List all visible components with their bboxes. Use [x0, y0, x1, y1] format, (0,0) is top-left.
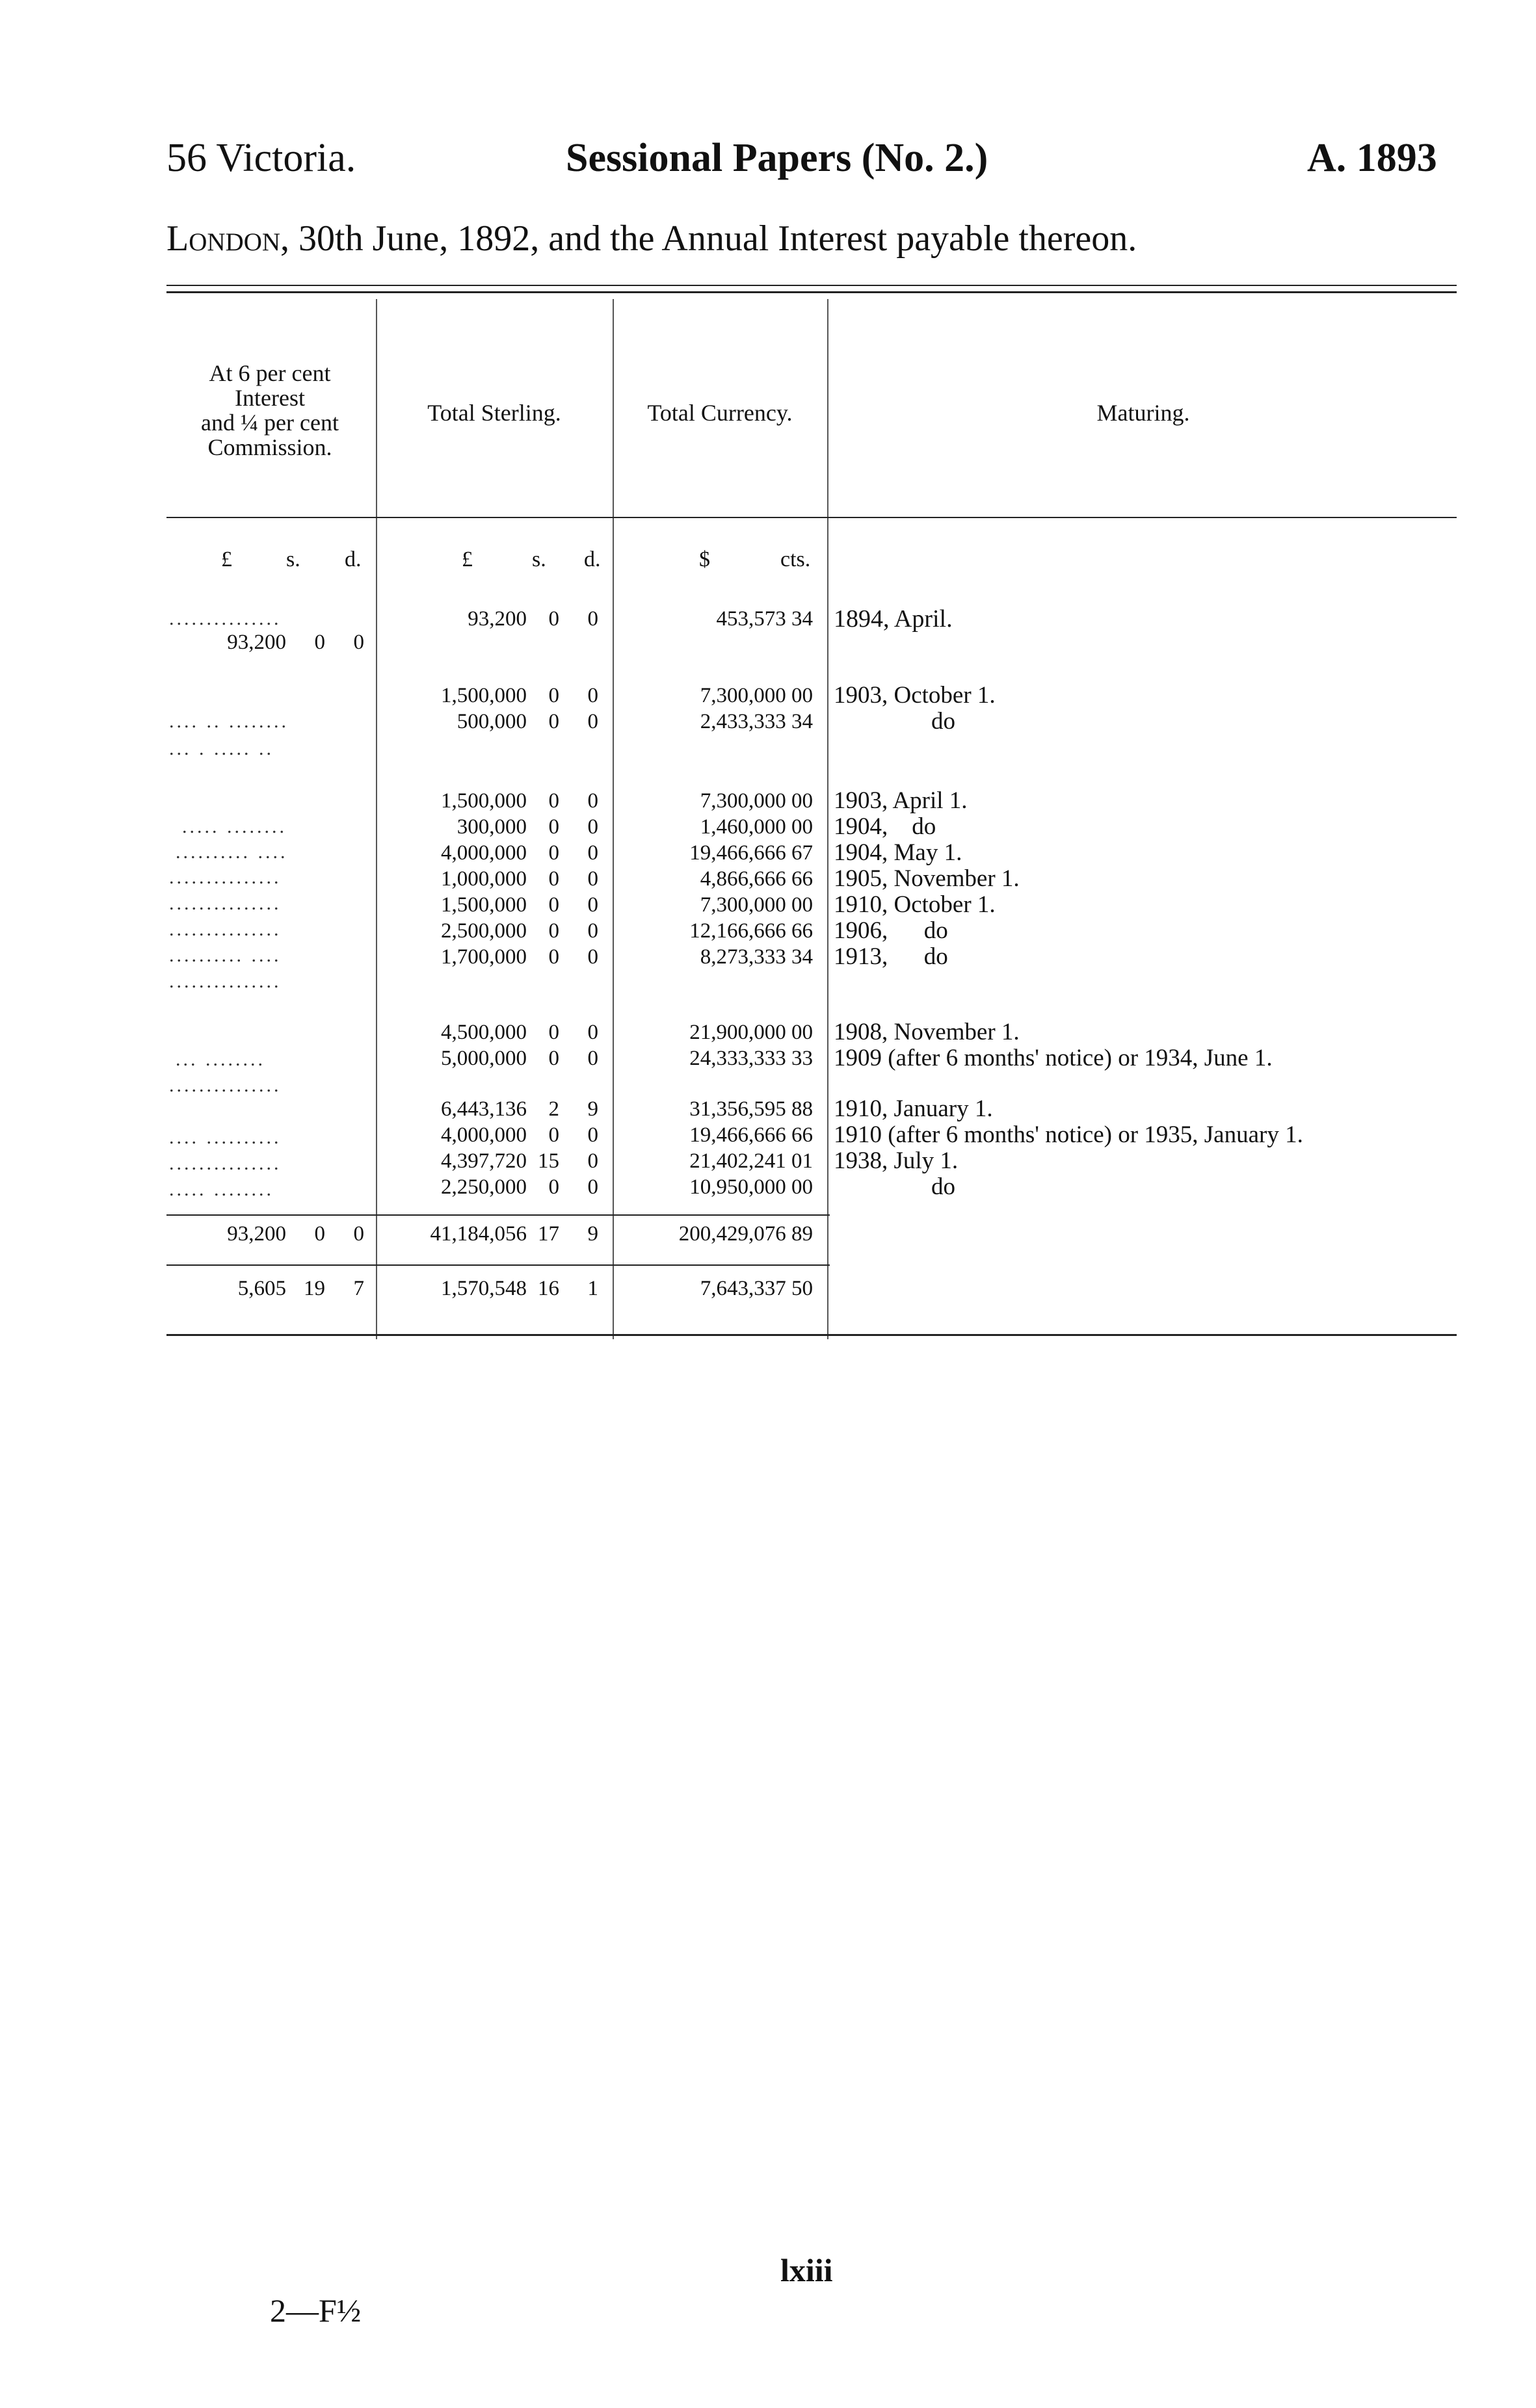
page-number: lxiii [780, 2252, 833, 2288]
column-head-interest [166, 361, 373, 460]
row-maturing: 1904, May 1. [834, 839, 962, 866]
signature-mark: 2—F½ [270, 2292, 362, 2329]
running-header-year: A. 1893 [1307, 136, 1437, 180]
row-sterling-pounds: 4,500,000 [441, 1021, 527, 1044]
row-maturing: 1904, do [834, 813, 936, 840]
row-sterling-shillings: 0 [548, 867, 559, 891]
row-sterling-pence: 9 [587, 1097, 598, 1121]
column-head-maturing: Maturing. [1096, 400, 1190, 426]
row-sterling-shillings: 0 [548, 919, 559, 943]
row-maturing: 1903, October 1. [834, 682, 996, 709]
maturing-date: 1894, April. [834, 605, 953, 633]
subtitle-smallcaps: London [166, 218, 281, 259]
row-currency: 19,466,666 66 [689, 1123, 813, 1147]
row-maturing: 1909 (after 6 months' notice) or 1934, June 1. [834, 1045, 1273, 1071]
row-sterling-pence: 0 [587, 710, 598, 733]
row-sterling-pence: 0 [587, 1123, 598, 1147]
row-sterling-pounds: 4,000,000 [441, 1123, 527, 1147]
row-sterling-pounds: 500,000 [457, 710, 527, 733]
annual-sterling-pounds: 1,570,548 [441, 1277, 527, 1300]
row-sterling-shillings: 0 [548, 789, 559, 813]
total-sterling-pence: 9 [587, 1222, 598, 1246]
row-maturing: do [931, 708, 955, 735]
row-maturing: 1906, do [834, 917, 948, 944]
row-currency: 2,433,333 34 [700, 710, 813, 733]
row-maturing: 1903, April 1. [834, 787, 968, 814]
row-sterling-shillings: 2 [548, 1097, 559, 1121]
column-head-currency: Total Currency. [647, 400, 793, 426]
row-sterling-pence: 0 [587, 893, 598, 917]
row-sterling-shillings: 0 [548, 1123, 559, 1147]
top-rule-1 [166, 285, 1457, 286]
row-sterling-pence: 0 [587, 1175, 598, 1199]
row-maturing: 1905, November 1. [834, 865, 1020, 892]
row-sterling-shillings: 0 [548, 1021, 559, 1044]
row-maturing: do [931, 1173, 955, 1200]
row-currency: 1,460,000 00 [700, 815, 813, 839]
row-sterling-shillings: 0 [548, 1047, 559, 1070]
row-sterling-pounds: 5,000,000 [441, 1047, 527, 1070]
annual-interest-pence: 7 [353, 1277, 364, 1300]
row-maturing: 1913, do [834, 943, 948, 970]
row-sterling-pounds: 2,500,000 [441, 919, 527, 943]
row-maturing: 1910 (after 6 months' notice) or 1935, January 1. [834, 1121, 1303, 1148]
row-sterling-shillings: 0 [548, 684, 559, 707]
row-sterling-shillings: 15 [538, 1149, 559, 1173]
row-sterling-shillings: 0 [548, 815, 559, 839]
row-sterling-shillings: 0 [548, 710, 559, 733]
total-rule-bottom [166, 1264, 830, 1266]
annual-currency: 7,643,337 50 [700, 1277, 813, 1300]
row-currency: 10,950,000 00 [689, 1175, 813, 1199]
total-sterling-pounds: 41,184,056 [430, 1222, 527, 1246]
interest-pounds: 93,200 [227, 631, 286, 654]
interest-head-line-2: Interest [235, 385, 305, 411]
row-sterling-pence: 0 [587, 815, 598, 839]
annual-interest-shillings: 19 [304, 1277, 325, 1300]
row-currency: 24,333,333 33 [689, 1047, 813, 1070]
unit-pound-interest: £ [221, 547, 232, 571]
currency-amount: 453,573 34 [716, 607, 813, 631]
row-sterling-pence: 0 [587, 1149, 598, 1173]
row-sterling-pence: 0 [587, 919, 598, 943]
row-maturing: 1938, July 1. [834, 1147, 959, 1174]
unit-pound-sterling: £ [462, 547, 473, 571]
row-sterling-pounds: 6,443,136 [441, 1097, 527, 1121]
row-sterling-pence: 0 [587, 1021, 598, 1044]
row-sterling-pounds: 1,500,000 [441, 893, 527, 917]
sterling-pence: 0 [587, 607, 598, 631]
row-currency: 7,300,000 00 [700, 789, 813, 813]
total-interest-pence: 0 [353, 1222, 364, 1246]
interest-head-line-4: Commission. [207, 434, 332, 460]
row-sterling-pounds: 1,500,000 [441, 789, 527, 813]
interest-head-line-3: and ¼ per cent [201, 410, 339, 436]
table-subtitle [166, 218, 1137, 259]
total-currency: 200,429,076 89 [678, 1222, 813, 1246]
total-rule-top [166, 1214, 830, 1216]
column-rule-2 [613, 299, 614, 1339]
row-sterling-shillings: 0 [548, 945, 559, 969]
unit-cents: cts. [780, 547, 811, 571]
annual-sterling-pence: 1 [587, 1277, 598, 1300]
total-interest-pounds: 93,200 [227, 1222, 286, 1246]
row-currency: 7,300,000 00 [700, 893, 813, 917]
row-sterling-pounds: 4,397,720 [441, 1149, 527, 1173]
sterling-pounds: 93,200 [468, 607, 527, 631]
row-maturing: 1910, January 1. [834, 1095, 993, 1122]
row-currency: 21,900,000 00 [689, 1021, 813, 1044]
row-sterling-shillings: 0 [548, 1175, 559, 1199]
row-sterling-pence: 0 [587, 945, 598, 969]
total-sterling-shillings: 17 [538, 1222, 559, 1246]
row-sterling-pounds: 4,000,000 [441, 841, 527, 865]
row-sterling-pounds: 1,000,000 [441, 867, 527, 891]
row-currency: 19,466,666 67 [689, 841, 813, 865]
row-currency: 21,402,241 01 [689, 1149, 813, 1173]
column-head-sterling: Total Sterling. [427, 400, 561, 426]
row-sterling-pounds: 300,000 [457, 815, 527, 839]
unit-shilling-sterling: s. [532, 547, 546, 571]
row-sterling-shillings: 0 [548, 893, 559, 917]
row-sterling-pence: 0 [587, 684, 598, 707]
row-currency: 12,166,666 66 [689, 919, 813, 943]
total-interest-shillings: 0 [314, 1222, 325, 1246]
unit-pence-interest: d. [345, 547, 362, 571]
row-sterling-pounds: 1,700,000 [441, 945, 527, 969]
interest-pence: 0 [353, 631, 364, 654]
row-sterling-shillings: 0 [548, 841, 559, 865]
annual-interest-pounds: 5,605 [237, 1277, 286, 1300]
running-header-title: Sessional Papers (No. 2.) [566, 136, 988, 180]
column-rule-3 [827, 299, 828, 1339]
unit-dollar: $ [699, 547, 710, 571]
top-rule-2 [166, 291, 1457, 293]
interest-head-line-1: At 6 per cent [209, 360, 331, 386]
bottom-rule [166, 1334, 1457, 1336]
sterling-shillings: 0 [548, 607, 559, 631]
row-maturing: 1908, November 1. [834, 1019, 1020, 1045]
column-rule-1 [376, 299, 377, 1339]
row-sterling-pounds: 2,250,000 [441, 1175, 527, 1199]
row-sterling-pence: 0 [587, 841, 598, 865]
annual-sterling-shillings: 16 [538, 1277, 559, 1300]
interest-shillings: 0 [314, 631, 325, 654]
row-sterling-pounds: 1,500,000 [441, 684, 527, 707]
row-maturing: 1910, October 1. [834, 891, 996, 918]
row-sterling-pence: 0 [587, 867, 598, 891]
row-currency: 8,273,333 34 [700, 945, 813, 969]
running-header-left: 56 Victoria. [166, 136, 356, 180]
unit-pence-sterling: d. [584, 547, 601, 571]
row-currency: 7,300,000 00 [700, 684, 813, 707]
row-sterling-pence: 0 [587, 789, 598, 813]
heading-rule [166, 517, 1457, 518]
row-sterling-pence: 0 [587, 1047, 598, 1070]
unit-shilling-interest: s. [286, 547, 300, 571]
leader-dots: ............... [169, 608, 282, 629]
row-currency: 31,356,595 88 [689, 1097, 813, 1121]
row-currency: 4,866,666 66 [700, 867, 813, 891]
subtitle-text: , 30th June, 1892, and the Annual Interest payable thereon. [280, 218, 1137, 259]
